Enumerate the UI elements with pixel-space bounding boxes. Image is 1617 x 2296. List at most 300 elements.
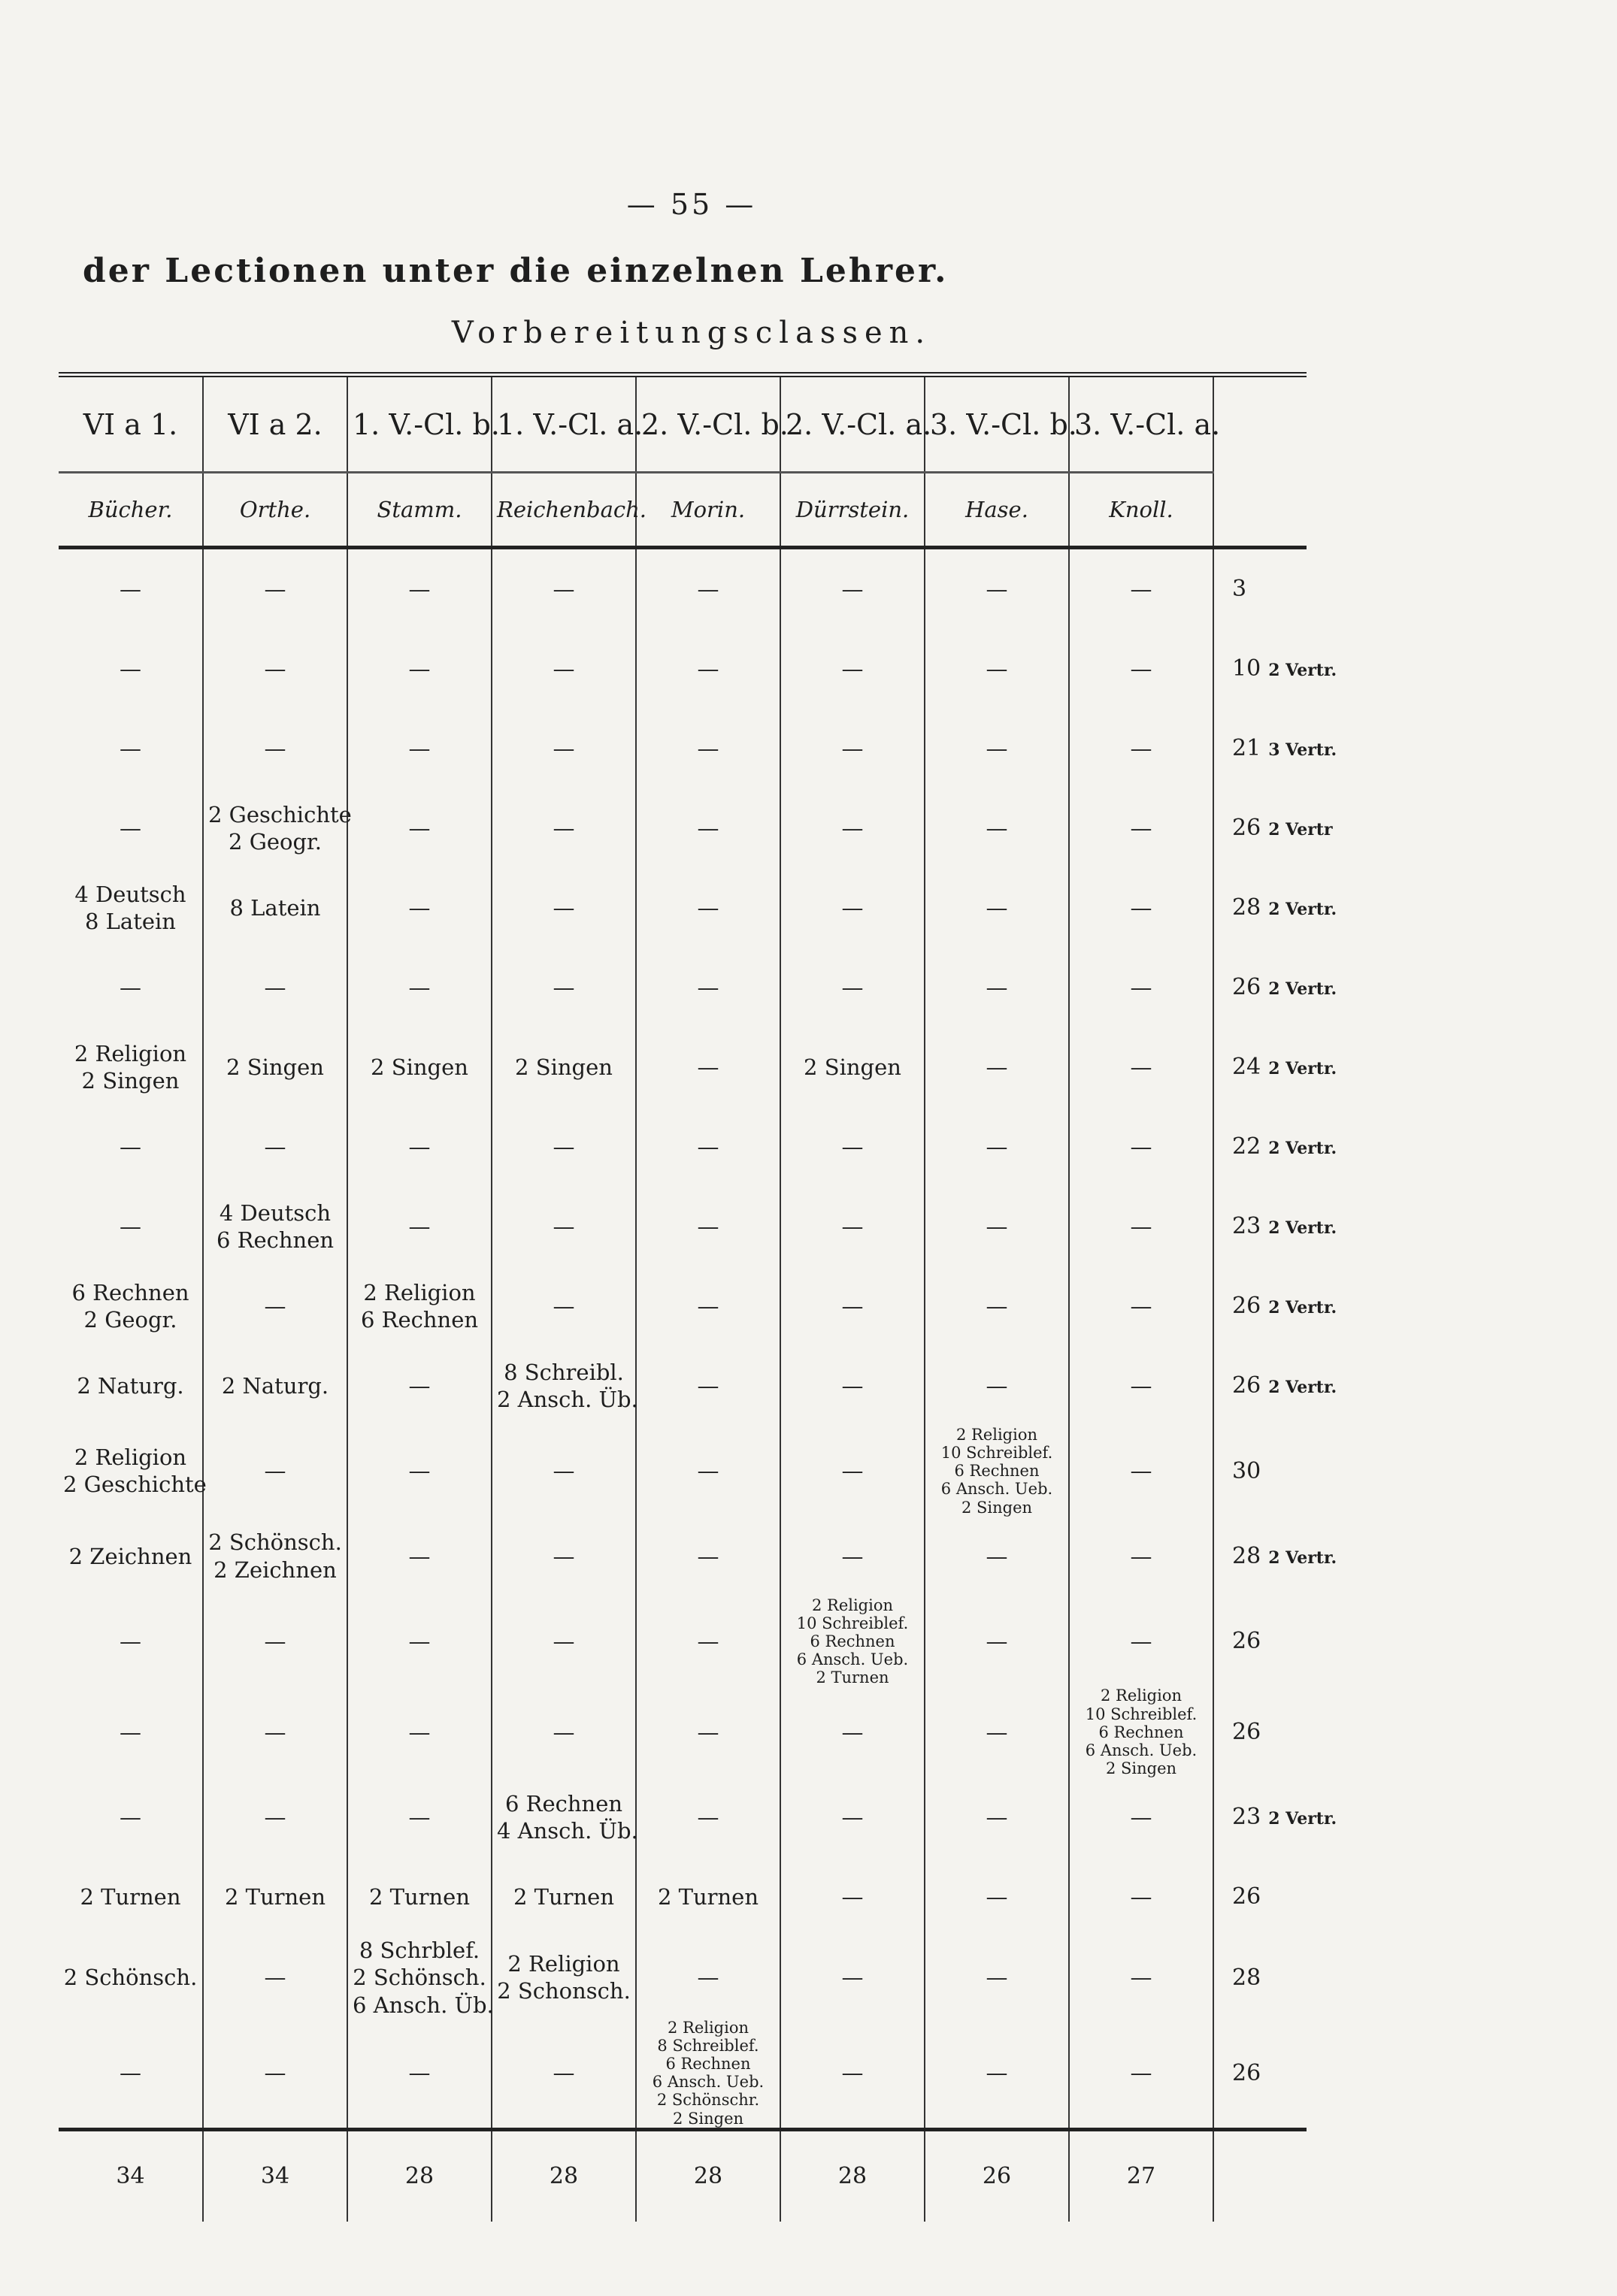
- table-row: [59, 788, 1307, 868]
- lesson-line: —: [408, 1133, 431, 1160]
- lesson-line: 2 Geschichte: [208, 801, 352, 827]
- lesson-cell: [1069, 1857, 1213, 1937]
- vertr-note: 2 Vertr.: [1268, 1547, 1337, 1568]
- lesson-cell: [203, 868, 347, 948]
- class-header: 2. V.-Cl. a.: [780, 375, 925, 473]
- class-header: 3. V.-Cl. b.: [925, 375, 1069, 473]
- lesson-line: 6 Rechnen: [665, 2055, 751, 2074]
- lesson-line: —: [986, 894, 1008, 921]
- lesson-cell: [1069, 868, 1213, 948]
- lesson-line: 2 Turnen: [513, 1883, 615, 1910]
- lesson-line: —: [697, 1804, 719, 1830]
- lesson-line: 8 Schreibl.: [504, 1359, 624, 1385]
- lesson-line: 6 Rechnen: [360, 1307, 479, 1333]
- lesson-cell: [492, 1027, 636, 1107]
- lesson-line: —: [120, 1719, 141, 1745]
- teacher-name: Orthe.: [203, 473, 347, 548]
- lesson-cell: [492, 709, 636, 788]
- lesson-line: —: [986, 1293, 1008, 1319]
- lesson-line: —: [553, 1458, 575, 1484]
- lesson-line: —: [408, 1543, 431, 1569]
- lesson-line: —: [264, 1965, 286, 1991]
- lesson-cell: [925, 868, 1069, 948]
- lesson-line: —: [553, 1133, 575, 1160]
- lesson-line: —: [841, 1719, 864, 1745]
- lesson-cell: [1069, 1187, 1213, 1266]
- lesson-cell: [925, 788, 1069, 868]
- lesson-cell: [636, 1027, 780, 1107]
- lesson-cell: [59, 1596, 203, 1687]
- lesson-cell: [1069, 1937, 1213, 2019]
- lesson-line: —: [841, 655, 864, 682]
- hours-cell: [1213, 1686, 1307, 1777]
- lesson-line: 8 Schrblef.: [359, 1938, 480, 1964]
- lesson-cell: [492, 1426, 636, 1517]
- lesson-cell: [203, 1346, 347, 1426]
- table-subheading: Vorbereitungsclassen.: [451, 316, 932, 350]
- lesson-line: —: [408, 974, 431, 1000]
- lesson-cell: [203, 1266, 347, 1346]
- lesson-line: —: [553, 735, 575, 761]
- table-row: [59, 1266, 1307, 1346]
- lesson-line: —: [841, 1965, 864, 1991]
- lesson-cell: [636, 1937, 780, 2019]
- lesson-cell: [636, 1596, 780, 1687]
- lesson-cell: [1069, 2019, 1213, 2129]
- lesson-cell: [925, 1777, 1069, 1857]
- lesson-line: 8 Schreiblef.: [657, 2037, 759, 2055]
- lesson-line: —: [986, 1628, 1008, 1654]
- lesson-line: —: [841, 1458, 864, 1484]
- teacher-name: Stamm.: [347, 473, 492, 548]
- lesson-cell: [1069, 629, 1213, 709]
- lesson-line: —: [120, 1628, 141, 1654]
- lesson-line: —: [1130, 1804, 1152, 1830]
- lesson-cell: [347, 1517, 492, 1596]
- lesson-cell: [780, 1596, 925, 1687]
- lesson-line: —: [697, 1719, 719, 1745]
- table-row: [59, 868, 1307, 948]
- lesson-line: —: [264, 1133, 286, 1160]
- vertr-note: 3 Vertr.: [1268, 740, 1337, 761]
- hours-value: 26: [1232, 2059, 1261, 2086]
- hours-value: 23: [1232, 1804, 1261, 1831]
- lesson-line: 6 Ansch. Ueb.: [940, 1480, 1053, 1499]
- lesson-line: —: [408, 1458, 431, 1484]
- lesson-cell: [203, 2019, 347, 2129]
- lesson-line: 6 Rechnen: [1098, 1723, 1184, 1741]
- lesson-cell: [59, 1517, 203, 1596]
- lesson-cell: [347, 1266, 492, 1346]
- lesson-line: —: [986, 735, 1008, 761]
- lesson-cell: [1069, 1346, 1213, 1426]
- lesson-cell: [925, 1426, 1069, 1517]
- hours-value: 26: [1232, 1372, 1261, 1399]
- lesson-line: 2 Zeichnen: [68, 1543, 192, 1569]
- lesson-line: 2 Religion: [811, 1596, 894, 1614]
- lesson-cell: [203, 1937, 347, 2019]
- lesson-cell: [636, 1187, 780, 1266]
- lesson-line: —: [553, 1213, 575, 1239]
- lesson-line: —: [986, 2060, 1008, 2086]
- lesson-line: —: [986, 1883, 1008, 1910]
- lesson-cell: [59, 1857, 203, 1937]
- lesson-cell: [1069, 548, 1213, 630]
- lesson-line: —: [841, 2060, 864, 2086]
- lesson-line: —: [1130, 1965, 1152, 1991]
- lesson-line: —: [553, 894, 575, 921]
- lesson-line: —: [120, 2060, 141, 2086]
- lesson-cell: [59, 1107, 203, 1187]
- vertr-note: 2 Vertr.: [1268, 1218, 1337, 1239]
- lesson-line: —: [553, 815, 575, 841]
- total-blank: [1213, 2129, 1307, 2222]
- lesson-line: —: [120, 1133, 141, 1160]
- lesson-cell: [1069, 1266, 1213, 1346]
- lesson-line: —: [986, 655, 1008, 682]
- lesson-cell: [1069, 1596, 1213, 1687]
- lesson-line: —: [986, 815, 1008, 841]
- table-row: [59, 629, 1307, 709]
- hours-cell: [1213, 548, 1307, 630]
- schedule-body: [59, 548, 1337, 2130]
- lesson-cell: [636, 1777, 780, 1857]
- lesson-cell: [492, 1107, 636, 1187]
- lesson-cell: [780, 1517, 925, 1596]
- hours-value: 26: [1232, 815, 1261, 842]
- teacher-name: Morin.: [636, 473, 780, 548]
- class-header: 1. V.-Cl. a.: [492, 375, 636, 473]
- lesson-line: —: [120, 1213, 141, 1239]
- lesson-cell: [203, 1596, 347, 1687]
- lesson-cell: [203, 1517, 347, 1596]
- lesson-line: 2 Religion: [363, 1279, 476, 1305]
- lesson-line: —: [264, 2060, 286, 2086]
- table-row: [59, 1517, 1307, 1596]
- vertr-note: 2 Vertr.: [1268, 979, 1337, 1000]
- lesson-line: 2 Singen: [961, 1498, 1033, 1517]
- total-cell: 34: [59, 2129, 203, 2222]
- vertr-note: 2 Vertr.: [1268, 900, 1337, 920]
- lesson-cell: [1069, 1517, 1213, 1596]
- vertr-note: 2 Vertr: [1268, 820, 1333, 840]
- lesson-cell: [347, 1857, 492, 1937]
- lesson-line: 10 Schreiblef.: [796, 1614, 909, 1632]
- teacher-name: Bücher.: [59, 473, 203, 548]
- lesson-cell: [1069, 948, 1213, 1027]
- table-row: [59, 1937, 1307, 2019]
- lesson-line: —: [408, 576, 431, 602]
- table-row: [59, 1107, 1307, 1187]
- lesson-line: 6 Rechnen: [504, 1790, 623, 1817]
- table-row: [59, 1857, 1307, 1937]
- class-header: VI a 2.: [203, 375, 347, 473]
- lesson-line: 6 Ansch. Ueb.: [1085, 1741, 1198, 1759]
- lesson-cell: [636, 1107, 780, 1187]
- lesson-line: 2 Turnen: [80, 1883, 181, 1910]
- lesson-line: —: [986, 1213, 1008, 1239]
- lesson-cell: [780, 548, 925, 630]
- lesson-line: —: [841, 1804, 864, 1830]
- hours-value: 28: [1232, 894, 1261, 921]
- lesson-cell: [492, 1266, 636, 1346]
- lesson-line: —: [408, 815, 431, 841]
- vertr-note: 2 Vertr.: [1268, 661, 1337, 681]
- hours-cell: [1213, 1596, 1307, 1687]
- lesson-line: —: [986, 1133, 1008, 1160]
- lesson-line: 2 Religion: [507, 1951, 620, 1977]
- lesson-cell: [59, 629, 203, 709]
- lesson-line: 2 Turnen: [657, 1883, 759, 1910]
- lesson-line: —: [841, 1883, 864, 1910]
- lesson-cell: [59, 1027, 203, 1107]
- hours-value: 26: [1232, 1628, 1261, 1655]
- lesson-line: 2 Turnen: [224, 1883, 326, 1910]
- table-row: [59, 1777, 1307, 1857]
- lesson-line: —: [120, 655, 141, 682]
- lesson-line: —: [986, 1965, 1008, 1991]
- lesson-cell: [636, 1517, 780, 1596]
- lesson-cell: [780, 788, 925, 868]
- lesson-cell: [347, 1107, 492, 1187]
- hours-value: 26: [1232, 1293, 1261, 1320]
- hours-cell: [1213, 629, 1337, 709]
- lesson-cell: [925, 1857, 1069, 1937]
- lesson-cell: [59, 1686, 203, 1777]
- lesson-cell: [1069, 788, 1213, 868]
- lesson-line: 2 Religion: [74, 1444, 187, 1471]
- hours-cell: [1213, 709, 1337, 788]
- hours-value: 28: [1232, 1542, 1261, 1569]
- lesson-line: —: [697, 894, 719, 921]
- lesson-line: —: [408, 1804, 431, 1830]
- lesson-cell: [780, 1027, 925, 1107]
- lesson-cell: [347, 548, 492, 630]
- lesson-cell: [347, 788, 492, 868]
- lesson-cell: [203, 629, 347, 709]
- lesson-cell: [780, 629, 925, 709]
- lesson-cell: [203, 1107, 347, 1187]
- lesson-line: —: [553, 1293, 575, 1319]
- hours-cell: [1213, 948, 1337, 1027]
- hours-cell: [1213, 788, 1333, 868]
- hours-cell: [1213, 1027, 1337, 1107]
- lesson-cell: [347, 868, 492, 948]
- table-row: [59, 1426, 1307, 1517]
- lesson-cell: [780, 948, 925, 1027]
- lesson-cell: [203, 1686, 347, 1777]
- lesson-cell: [636, 709, 780, 788]
- lesson-line: 2 Singen: [804, 1054, 901, 1080]
- lesson-line: 2 Singen: [371, 1054, 468, 1080]
- lesson-line: 2 Singen: [515, 1054, 613, 1080]
- lesson-cell: [347, 1027, 492, 1107]
- lesson-cell: [59, 1937, 203, 2019]
- lesson-cell: [780, 709, 925, 788]
- vertr-note: 2 Vertr.: [1268, 1809, 1337, 1829]
- lesson-line: 2 Singen: [672, 2109, 744, 2128]
- hours-value: 22: [1232, 1133, 1261, 1160]
- vertr-note: 2 Vertr.: [1268, 1298, 1337, 1318]
- lesson-cell: [492, 1686, 636, 1777]
- lesson-line: —: [697, 1054, 719, 1080]
- lesson-line: —: [986, 1804, 1008, 1830]
- lesson-cell: [636, 1266, 780, 1346]
- lesson-line: 2 Religion: [1100, 1686, 1182, 1705]
- lesson-line: 2 Turnen: [368, 1883, 471, 1910]
- lesson-cell: [59, 2019, 203, 2129]
- lesson-cell: [59, 788, 203, 868]
- vertr-note: 2 Vertr.: [1268, 1378, 1337, 1398]
- lesson-line: —: [1130, 1213, 1152, 1239]
- lesson-line: —: [264, 735, 286, 761]
- class-header: 2. V.-Cl. b.: [636, 375, 780, 473]
- lesson-cell: [203, 1426, 347, 1517]
- lesson-line: —: [264, 1628, 286, 1654]
- lesson-line: 8 Latein: [229, 894, 321, 921]
- lesson-line: 2 Geschichte: [63, 1472, 207, 1498]
- lesson-line: —: [1130, 815, 1152, 841]
- lesson-cell: [59, 948, 203, 1027]
- lesson-cell: [59, 1426, 207, 1517]
- teacher-name: Reichenbach.: [492, 473, 636, 548]
- lesson-cell: [1069, 1777, 1213, 1857]
- lesson-cell: [925, 1596, 1069, 1687]
- page-number: — 55 —: [626, 188, 757, 221]
- lesson-cell: [492, 548, 636, 630]
- hours-value: 28: [1232, 1964, 1261, 1991]
- lesson-cell: [1069, 1027, 1213, 1107]
- lesson-line: —: [264, 576, 286, 602]
- hours-cell: [1213, 1777, 1337, 1857]
- lesson-line: —: [120, 1804, 141, 1830]
- lesson-line: —: [408, 894, 431, 921]
- lesson-line: —: [264, 1293, 286, 1319]
- lesson-line: 10 Schreiblef.: [940, 1444, 1053, 1463]
- lesson-line: —: [986, 1543, 1008, 1569]
- lesson-line: —: [408, 2060, 431, 2086]
- lesson-cell: [347, 1686, 492, 1777]
- lesson-line: —: [697, 1293, 719, 1319]
- lesson-line: —: [697, 576, 719, 602]
- total-cell: 34: [203, 2129, 347, 2222]
- lesson-cell: [59, 548, 203, 630]
- hours-column-blank: [1213, 473, 1307, 548]
- lesson-cell: [1069, 709, 1213, 788]
- lesson-line: —: [1130, 974, 1152, 1000]
- lesson-line: 4 Deutsch: [74, 881, 186, 907]
- lesson-cell: [492, 1857, 636, 1937]
- lesson-cell: [492, 1517, 636, 1596]
- lesson-line: 2 Religion: [667, 2018, 749, 2037]
- lesson-cell: [59, 1346, 203, 1426]
- lesson-line: —: [408, 1213, 431, 1239]
- lesson-line: 2 Schönsch.: [208, 1529, 342, 1556]
- lesson-line: 2 Singen: [226, 1054, 324, 1080]
- lesson-cell: [203, 1857, 347, 1937]
- lesson-cell: [203, 948, 347, 1027]
- lesson-line: —: [120, 815, 141, 841]
- teacher-name: Hase.: [925, 473, 1069, 548]
- lesson-line: 2 Schönsch.: [63, 1965, 198, 1991]
- lesson-line: 2 Naturg.: [77, 1372, 184, 1399]
- lesson-cell: [925, 1686, 1069, 1777]
- lesson-cell: [492, 1777, 636, 1857]
- lesson-cell: [1069, 1686, 1213, 1777]
- lesson-cell: [636, 1346, 780, 1426]
- lesson-cell: [1069, 1107, 1213, 1187]
- hours-cell: [1213, 1187, 1337, 1266]
- total-cell: 28: [636, 2129, 780, 2222]
- hours-cell: [1213, 1346, 1337, 1426]
- lesson-line: 2 Religion: [74, 1040, 187, 1066]
- lesson-line: —: [553, 1719, 575, 1745]
- hours-cell: [1213, 1107, 1337, 1187]
- vertr-note: 2 Vertr.: [1268, 1059, 1337, 1079]
- lesson-cell: [1069, 1426, 1213, 1517]
- lesson-cell: [925, 709, 1069, 788]
- lesson-line: —: [1130, 1293, 1152, 1319]
- lesson-line: 2 Geogr.: [229, 829, 322, 855]
- lesson-line: —: [120, 576, 141, 602]
- page-heading: der Lectionen unter die einzelnen Lehrer.: [83, 252, 949, 290]
- lesson-cell: [203, 1777, 347, 1857]
- lesson-cell: [636, 948, 780, 1027]
- lesson-line: 6 Ansch. Üb.: [353, 1992, 494, 2018]
- lesson-cell: [780, 1777, 925, 1857]
- hours-cell: [1213, 2019, 1307, 2129]
- lesson-line: 2 Schönsch.: [353, 1965, 486, 1991]
- hours-cell: [1213, 1857, 1307, 1937]
- class-header: 3. V.-Cl. a.: [1069, 375, 1213, 473]
- lesson-line: —: [264, 974, 286, 1000]
- lesson-cell: [636, 868, 780, 948]
- lesson-line: 10 Schreiblef.: [1085, 1705, 1198, 1723]
- lesson-line: —: [841, 1213, 864, 1239]
- lesson-line: —: [264, 1804, 286, 1830]
- lesson-line: —: [408, 1372, 431, 1399]
- lesson-cell: [925, 1517, 1069, 1596]
- lesson-line: —: [408, 1628, 431, 1654]
- lesson-line: 6 Rechnen: [216, 1227, 335, 1253]
- lesson-line: —: [841, 894, 864, 921]
- lesson-line: —: [553, 1628, 575, 1654]
- lesson-line: —: [841, 815, 864, 841]
- lesson-line: —: [697, 815, 719, 841]
- table-row: [59, 1596, 1307, 1687]
- lesson-cell: [347, 1187, 492, 1266]
- hours-value: 26: [1232, 1883, 1261, 1910]
- lesson-cell: [347, 2019, 492, 2129]
- table-row: [59, 1027, 1307, 1107]
- lesson-cell: [780, 2019, 925, 2129]
- lesson-line: —: [697, 735, 719, 761]
- lesson-line: 6 Rechnen: [954, 1462, 1040, 1481]
- lesson-cell: [925, 1266, 1069, 1346]
- lesson-line: 2 Ansch. Üb.: [497, 1387, 638, 1412]
- lesson-line: 6 Rechnen: [71, 1279, 189, 1305]
- teacher-name: Dürrstein.: [780, 473, 925, 548]
- lesson-cell: [780, 1107, 925, 1187]
- lesson-distribution-table: [59, 372, 1337, 2222]
- lesson-line: —: [553, 576, 575, 602]
- lesson-line: —: [1130, 1133, 1152, 1160]
- total-cell: 26: [925, 2129, 1069, 2222]
- lesson-line: —: [986, 1054, 1008, 1080]
- lesson-line: 2 Zeichnen: [213, 1556, 337, 1583]
- hours-cell: [1213, 1266, 1337, 1346]
- lesson-line: —: [841, 1543, 864, 1569]
